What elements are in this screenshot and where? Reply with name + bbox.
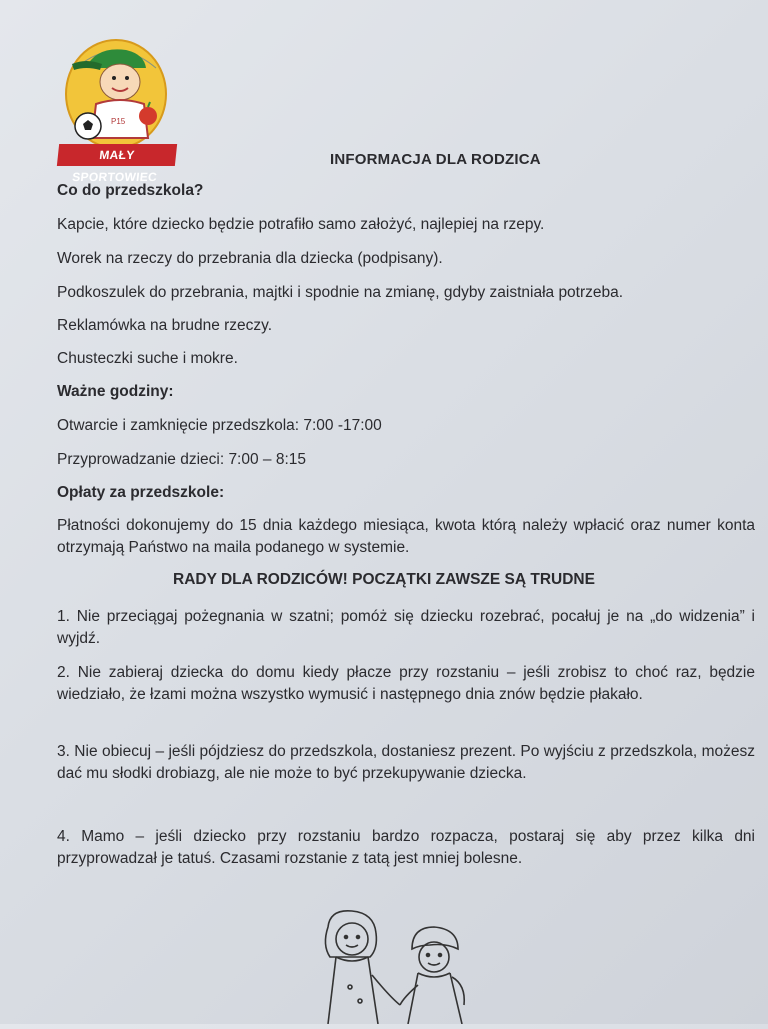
children-illustration: [300, 905, 480, 1024]
list-item: Reklamówka na brudne rzeczy.: [57, 317, 273, 334]
list-item: Otwarcie i zamknięcie przedszkola: 7:00 -17:00: [57, 417, 382, 434]
logo-boy-icon: [56, 34, 186, 146]
list-item: Przyprowadzanie dzieci: 7:00 – 8:15: [57, 451, 307, 468]
page-title: INFORMACJA DLA RODZICA: [330, 151, 541, 168]
fees-paragraph: Płatności dokonujemy do 15 dnia każdego miesiąca, kwota którą należy wpłacić oraz numer konta otrzymają Państwo na maila podanego w systemie.: [57, 517, 755, 556]
list-item: Kapcie, które dziecko będzie potrafiło samo założyć, najlepiej na rzepy.: [57, 216, 545, 233]
advice-point-1: 1. Nie przeciągaj pożegnania w szatni; pomóż się dziecku rozebrać, pocałuj je na „do widzenia” i wyjdź.: [57, 608, 755, 647]
kindergarten-logo: [56, 34, 186, 184]
advice-heading: RADY DLA RODZICÓW! POCZĄTKI ZAWSZE SĄ TRUDNE: [173, 571, 595, 588]
section-heading-fees: Opłaty za przedszkole:: [57, 484, 225, 501]
section-heading-supplies: Co do przedszkola?: [57, 182, 204, 199]
list-item: Worek na rzeczy do przebrania dla dziecka (podpisany).: [57, 250, 443, 267]
advice-point-4: 4. Mamo – jeśli dziecko przy rozstaniu bardzo rozpacza, postaraj się aby przez kilka dni przyprowadzał je tatuś. Czasami rozstanie z tatą jest mniej bolesne.: [57, 828, 755, 867]
children-drawing-icon: [300, 905, 480, 1024]
svg-text:P15: P15: [111, 117, 126, 126]
list-item: Podkoszulek do przebrania, majtki i spodnie na zmianę, gdyby zaistniała potrzeba.: [57, 284, 624, 301]
section-heading-hours: Ważne godziny:: [57, 383, 174, 400]
advice-point-3: 3. Nie obiecuj – jeśli pójdziesz do przedszkola, dostaniesz prezent. Po wyjściu z przedszkola, możesz dać mu słodki drobiazg, ale nie może to być przekupywanie dziecka.: [57, 743, 755, 782]
advice-point-2: 2. Nie zabieraj dziecka do domu kiedy płacze przy rozstaniu – jeśli zrobisz to choć raz, będzie wiedziało, że łzami można wszystko wymusić i następnego dnia znów będzie płakało.: [57, 664, 755, 703]
logo-name: MAŁY SPORTOWIEC: [57, 144, 177, 166]
list-item: Chusteczki suche i mokre.: [57, 350, 238, 367]
